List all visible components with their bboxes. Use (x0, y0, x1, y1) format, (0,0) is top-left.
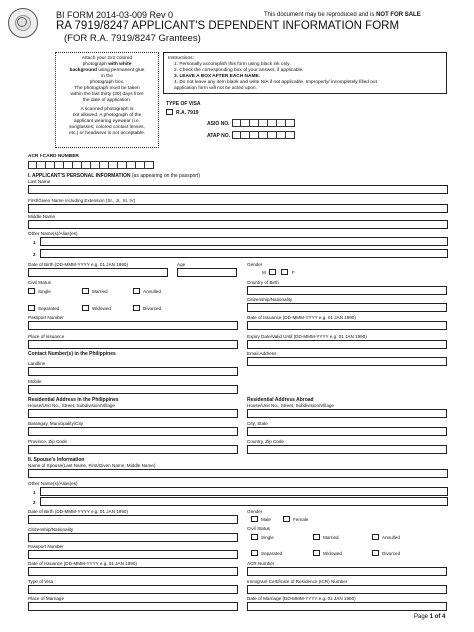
other-names-label: Other Name(s)/Alias(es) (28, 231, 78, 236)
visa-ra7919-checkbox[interactable] (166, 109, 173, 115)
spouse-dob-label: Date of Birth (DD-MMM-YYYY e.g. 01 JAN 1990) (28, 509, 128, 514)
photo-instruction-line: The photograph must be taken (74, 86, 140, 91)
passport-label: Passport Number (28, 315, 64, 320)
spouse-widowed-checkbox[interactable] (313, 550, 320, 556)
civil-status-label: Civil Status (28, 280, 51, 285)
spouse-icr-field[interactable] (247, 585, 447, 594)
photo-instruction-line: sunglasses, colored contact lenses, (69, 125, 145, 130)
photo-instruction-line: photograph with white (82, 62, 132, 67)
gender-label: Gender (247, 262, 263, 267)
country-birth-label: Country of Birth (247, 280, 279, 285)
photo-instruction-line: photograph box. (89, 80, 125, 85)
spouse-single-checkbox[interactable] (251, 534, 258, 540)
middle-name-field[interactable] (28, 220, 448, 229)
citizenship-label: Citizenship/Nationality (247, 297, 293, 302)
place-marriage-label: Place of Marriage (28, 596, 65, 601)
spouse-name-label: Name of Spouse(Last Name, First/Given Name, Middle Name) (28, 463, 156, 468)
age-label: Age (177, 262, 186, 267)
civil-married-label: Married (92, 289, 108, 294)
country-birth-field[interactable] (247, 286, 447, 295)
alias-number: 2 (33, 252, 36, 257)
country-zip-label: Country, Zip Code (247, 439, 284, 444)
spouse-passport-field[interactable] (28, 550, 238, 559)
spouse-passport-label: Passport Number (28, 544, 64, 549)
spouse-separated-checkbox[interactable] (251, 550, 258, 556)
dob-field[interactable] (28, 268, 168, 277)
date-marriage-label: Date of Marriage (DD-MMM-YYYY e.g. 01 JAN 1990) (247, 596, 356, 601)
spouse-issuance-field[interactable] (28, 567, 238, 576)
atap-label: ATAP NO. (207, 133, 231, 139)
spouse-issuance-label: Date of Issuance (DD-MMM-YYYY e.g. 01 JAN 1990) (28, 561, 137, 566)
section1-title: I. APPLICANT'S PERSONAL INFORMATION (as appearing on the passport) (28, 173, 200, 179)
spouse-alias-number: 2 (33, 500, 36, 505)
photo-instruction-line: within the last thirty (30) days from (70, 92, 144, 97)
house-ph-label: House/Unit No., Street, Subdivision/Village (28, 403, 115, 408)
email-label: Email Address (247, 351, 277, 356)
mobile-field[interactable] (28, 385, 238, 394)
page-indicator: Page 1 of 4 (414, 614, 446, 620)
civil-annulled-label: Annulled (143, 289, 161, 294)
country-zip-field[interactable] (247, 445, 447, 454)
form-subtitle: (FOR R.A. 7919/8247 Grantees) (64, 33, 201, 44)
barangay-field[interactable] (28, 427, 238, 436)
photo-instruction-line: in the (101, 74, 113, 79)
date-marriage-field[interactable] (247, 602, 447, 611)
photo-instruction-line: etc.) or headwear is not acceptable. (69, 131, 145, 136)
civil-divorced-checkbox[interactable] (133, 305, 140, 311)
gender-f-label: F (292, 270, 295, 275)
civil-annulled-checkbox[interactable] (133, 288, 140, 294)
gender-m-checkbox[interactable] (269, 269, 276, 275)
spouse-alias-number: 1 (33, 490, 36, 495)
instruction-item: 4. Do not leave any item blank and write N/A if not applicable. Improperly/ incompletely filled out (174, 80, 377, 85)
spouse-alias1-field[interactable] (40, 487, 448, 496)
spouse-widowed-label: Widowed (323, 551, 342, 556)
instruction-item: application form will not be acted upon. (174, 86, 257, 91)
spouse-married-label: Married (323, 535, 339, 540)
spouse-divorced-checkbox[interactable] (372, 550, 379, 556)
province-field[interactable] (28, 445, 238, 454)
form-code: BI FORM 2014-03-009 Rev 0 (56, 10, 174, 20)
photo-instruction-line: A scanned photograph is (80, 107, 134, 112)
alias-number: 1 (33, 240, 36, 245)
passport-field[interactable] (28, 321, 238, 330)
bi-seal-logo (8, 8, 38, 38)
instructions-title: Instructions: (168, 56, 194, 61)
alias2-field[interactable] (40, 249, 448, 258)
asio-label: ASIO NO. (207, 121, 230, 127)
spouse-dob-field[interactable] (28, 515, 238, 524)
dob-label: Date of Birth (DD-MMM-YYYY e.g. 01 JAN 1990) (28, 262, 128, 267)
spouse-other-names-label: Other Name(s)/Alias(es) (28, 481, 78, 486)
photo-instruction-line: Attach your 2x2 colored (81, 56, 133, 61)
first-name-field[interactable] (28, 204, 448, 213)
civil-widowed-label: Widowed (92, 306, 111, 311)
civil-divorced-label: Divorced (143, 306, 162, 311)
alias1-field[interactable] (40, 237, 448, 246)
house-abroad-label: House/Unit No., Street, Subdivision/Village (247, 403, 334, 408)
spouse-male-checkbox[interactable] (251, 516, 258, 522)
section2-title: II. Spouse's Information (28, 457, 85, 463)
spouse-alias2-field[interactable] (40, 497, 448, 506)
civil-single-checkbox[interactable] (28, 288, 35, 294)
spouse-male-label: Male (261, 517, 271, 522)
middle-name-label: Middle Name (28, 214, 56, 219)
photo-box[interactable] (55, 52, 159, 148)
reproduce-note: This document may be reproduced and is NOT FOR SALE (264, 12, 421, 18)
landline-field[interactable] (28, 367, 238, 376)
asio-input[interactable] (232, 119, 295, 127)
visa-ra7919-label: R.A. 7919 (176, 110, 199, 116)
age-field[interactable] (177, 268, 237, 277)
gender-f-checkbox[interactable] (281, 269, 288, 275)
place-issuance-field[interactable] (28, 340, 238, 349)
civil-separated-checkbox[interactable] (28, 305, 35, 311)
city-state-field[interactable] (247, 427, 447, 436)
civil-widowed-checkbox[interactable] (82, 305, 89, 311)
civil-married-checkbox[interactable] (82, 288, 89, 294)
instruction-item: 3. LEAVE A BOX AFTER EACH NAME. (174, 74, 260, 79)
place-marriage-field[interactable] (28, 602, 238, 611)
acr-icard-label: ACR I-CARD NUMBER (28, 154, 79, 159)
spouse-female-label: Female (293, 517, 309, 522)
spouse-single-label: Single (261, 535, 274, 540)
landline-label: Landline (28, 361, 46, 366)
spouse-gender-label: Gender (247, 509, 263, 514)
city-state-label: City, State (247, 421, 268, 426)
atap-input[interactable] (232, 131, 295, 139)
barangay-label: Barangay, Municipality/City (28, 421, 84, 426)
spouse-married-checkbox[interactable] (313, 534, 320, 540)
expiry-field[interactable] (247, 340, 447, 349)
photo-instruction-line: applicant wearing eyewear (i.e. (73, 119, 141, 124)
res-ph-heading: Residential Address in the Philippines (28, 397, 119, 403)
civil-separated-label: Separated (38, 306, 60, 311)
photo-instruction-line: background using permanent glue (69, 68, 145, 73)
form-title: RA 7919/8247 APPLICANT'S DEPENDENT INFORMATION FORM (56, 20, 400, 32)
instruction-item: 1. Personally accomplish this form using black ink only. (174, 62, 291, 67)
first-name-label: First/Given Name including Extension (Sr., Jr., III, IV) (28, 198, 136, 203)
contact-heading: Contact Number(s) in the Philippines (28, 351, 116, 357)
place-issuance-label: Place of Issuance (28, 334, 65, 339)
spouse-annulled-checkbox[interactable] (372, 534, 379, 540)
last-name-label: Last Name (28, 179, 51, 184)
instructions-box (163, 52, 447, 94)
last-name-field[interactable] (28, 185, 448, 194)
visa-type-label: TYPE OF VISA (166, 101, 201, 107)
house-abroad-field[interactable] (247, 409, 447, 418)
civil-single-label: Single (38, 289, 51, 294)
date-issuance-field[interactable] (247, 321, 447, 330)
spouse-visa-field[interactable] (28, 585, 238, 594)
res-abroad-heading: Residential Address Abroad (247, 397, 314, 403)
spouse-separated-label: Separated (261, 551, 283, 556)
expiry-label: Expiry Date/Valid Until (DD-MMM-YYYY e.g. 01 JAN 1990) (247, 334, 367, 339)
spouse-divorced-label: Divorced (382, 551, 401, 556)
photo-instruction-line: the date of application. (82, 98, 132, 103)
province-label: Province, Zip Code (28, 439, 68, 444)
citizenship-field[interactable] (247, 303, 447, 312)
spouse-acr-field[interactable] (247, 567, 447, 576)
spouse-visa-label: Type of Visa (28, 579, 54, 584)
spouse-annulled-label: Annulled (382, 535, 400, 540)
spouse-icr-label: Immigrant Certificate of Residence (ICR) Number (247, 579, 348, 584)
mobile-label: Mobile (28, 379, 42, 384)
photo-instruction-line: not allowed. A photograph of the (72, 113, 142, 118)
spouse-citizenship-field[interactable] (28, 533, 238, 542)
spouse-civil-label: Civil Status (247, 526, 270, 531)
spouse-female-checkbox[interactable] (283, 516, 290, 522)
spouse-citizenship-label: Citizenship/Nationality (28, 527, 74, 532)
acr-icard-input[interactable] (28, 161, 154, 169)
email-field[interactable] (247, 357, 447, 366)
gender-m-label: M (262, 270, 266, 275)
spouse-name-field[interactable] (28, 469, 448, 478)
date-issuance-label: Date of Issuance (DD-MMM-YYYY e.g. 01 JAN 1990) (247, 315, 356, 320)
house-ph-field[interactable] (28, 409, 238, 418)
spouse-acr-label: ACR Number (247, 561, 275, 566)
instruction-item: 2. Check the corresponding box of your answer, if applicable. (174, 68, 304, 73)
